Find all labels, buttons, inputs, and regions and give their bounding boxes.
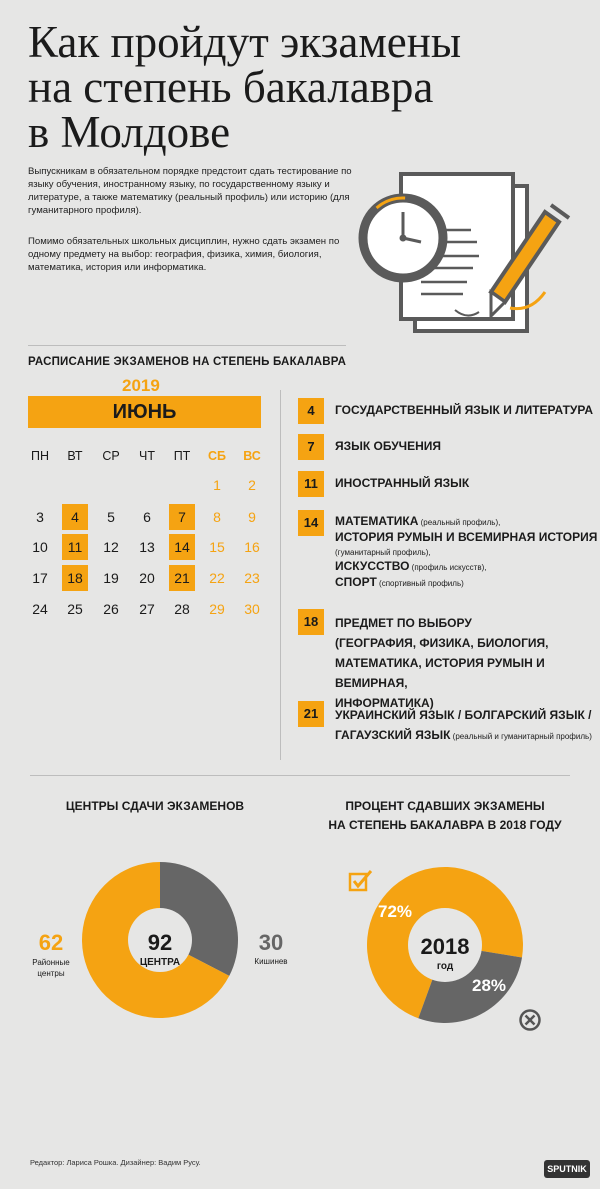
centers-regional-value: 62 xyxy=(38,930,64,955)
weekday-label: ПН xyxy=(30,449,49,463)
weekday-label: ЧТ xyxy=(139,449,155,463)
exam-subject: ПРЕДМЕТ ПО ВЫБОРУ (ГЕОГРАФИЯ, ФИЗИКА, БИОЛОГИЯ, МАТЕМАТИКА, ИСТОРИЯ РУМЫН И ВЕМИРНАЯ, ИНФОРМАТИКА) xyxy=(335,616,549,710)
exam-day-badge: 18 xyxy=(298,609,324,635)
checkmark-icon xyxy=(348,868,374,892)
calendar-day: 15 xyxy=(209,539,225,555)
intro-paragraph-2: Помимо обязательных школьных дисциплин, нужно сдать экзамен по одному предмету на выбор: география, физика, химия, биология, математика, история или информатика. xyxy=(28,236,340,273)
centers-title: ЦЕНТРЫ СДАЧИ ЭКЗАМЕНОВ xyxy=(65,799,245,813)
page-title: Как пройдут экзамены на степень бакалавра в Молдове xyxy=(28,17,462,157)
weekday-label: ПТ xyxy=(173,449,191,463)
exam-day-badge: 4 xyxy=(298,398,324,424)
pass-failed-label: 28% xyxy=(472,976,507,995)
sputnik-logo: SPUTNIK xyxy=(544,1160,590,1178)
exam-illustration xyxy=(355,160,580,345)
exam-day-badge: 14 xyxy=(298,510,324,536)
calendar-day: 30 xyxy=(244,601,260,617)
pass-title: ПРОЦЕНТ СДАВШИХ ЭКЗАМЕНЫ НА СТЕПЕНЬ БАКАЛАВРА В 2018 ГОДУ xyxy=(328,799,562,832)
weekday-label: ВТ xyxy=(67,449,83,463)
schedule-title: РАСПИСАНИЕ ЭКЗАМЕНОВ НА СТЕПЕНЬ БАКАЛАВРА xyxy=(28,356,347,368)
exam-subject: ИНОСТРАННЫЙ ЯЗЫК xyxy=(335,476,470,490)
calendar-day: 19 xyxy=(103,570,119,586)
divider xyxy=(280,390,281,760)
calendar-day: 10 xyxy=(32,539,48,555)
exam-subject: УКРАИНСКИЙ ЯЗЫК / БОЛГАРСКИЙ ЯЗЫК / ГАГАУЗСКИЙ ЯЗЫК (реальный и гуманитарный профиль) xyxy=(335,708,592,742)
fail-icon xyxy=(518,1008,542,1032)
weekday-label: СБ xyxy=(207,449,226,463)
calendar-day: 17 xyxy=(32,570,48,586)
calendar-day: 3 xyxy=(36,509,44,525)
calendar-day: 28 xyxy=(174,601,190,617)
calendar-day: 16 xyxy=(244,539,260,555)
calendar-day: 2 xyxy=(248,477,256,493)
calendar-day: 23 xyxy=(244,570,260,586)
calendar-day: 8 xyxy=(213,509,221,525)
credits: Редактор: Лариса Рошка. Дизайнер: Вадим Русу. xyxy=(30,1158,201,1167)
calendar-day: 26 xyxy=(103,601,119,617)
exam-day-badge: 11 xyxy=(298,471,324,497)
pass-year: 2018 xyxy=(420,934,470,959)
calendar-day-exam: 11 xyxy=(62,534,88,560)
divider xyxy=(28,345,346,346)
pass-passed-label: 72% xyxy=(378,902,413,921)
calendar-day-exam: 21 xyxy=(169,565,195,591)
exam-subject: МАТЕМАТИКА (реальный профиль), ИСТОРИЯ РУМЫН И ВСЕМИРНАЯ ИСТОРИЯ (гуманитарный профиль), ИСКУССТВО (профиль искусств), СПОРТ (спортивный профиль) xyxy=(335,514,598,589)
exam-subject: ГОСУДАРСТВЕННЫЙ ЯЗЫК И ЛИТЕРАТУРА xyxy=(335,403,593,417)
exam-day-badge: 21 xyxy=(298,701,324,727)
calendar-day: 20 xyxy=(139,570,155,586)
centers-total-label: ЦЕНТРА xyxy=(139,957,181,968)
calendar-day: 1 xyxy=(213,477,221,493)
weekday-label: СР xyxy=(102,449,120,463)
calendar-day-exam: 7 xyxy=(169,504,195,530)
calendar-month: ИЮНЬ xyxy=(112,401,177,423)
centers-chisinau-label: Кишинев xyxy=(254,957,288,966)
calendar-day-exam: 14 xyxy=(169,534,195,560)
calendar-day: 29 xyxy=(209,601,225,617)
calendar-day: 13 xyxy=(139,539,155,555)
calendar-day: 9 xyxy=(248,509,256,525)
calendar-day-exam: 18 xyxy=(62,565,88,591)
calendar-day: 6 xyxy=(143,509,151,525)
calendar-day: 27 xyxy=(139,601,155,617)
exam-day-badge: 7 xyxy=(298,434,324,460)
calendar-year: 2019 xyxy=(122,376,160,395)
weekday-label: ВС xyxy=(243,449,261,463)
calendar-day-exam: 4 xyxy=(62,504,88,530)
exam-subject: ЯЗЫК ОБУЧЕНИЯ xyxy=(335,439,442,453)
calendar-day: 22 xyxy=(209,570,225,586)
centers-total: 92 xyxy=(147,930,173,955)
calendar-day: 24 xyxy=(32,601,48,617)
calendar-day: 12 xyxy=(103,539,119,555)
pass-year-label: год xyxy=(436,961,454,972)
calendar-day: 25 xyxy=(67,601,83,617)
calendar-day: 5 xyxy=(107,509,115,525)
centers-chisinau-value: 30 xyxy=(258,930,284,955)
intro-paragraph-1: Выпускникам в обязательном порядке предстоит сдать тестирование по языку обучения, иностранному языку, по государственному языку и литературе, а также математику (реальный профиль) или историю (для гуманитарного профиля). xyxy=(28,166,352,216)
centers-regional-label: Районные центры xyxy=(32,958,70,978)
divider xyxy=(30,775,570,776)
